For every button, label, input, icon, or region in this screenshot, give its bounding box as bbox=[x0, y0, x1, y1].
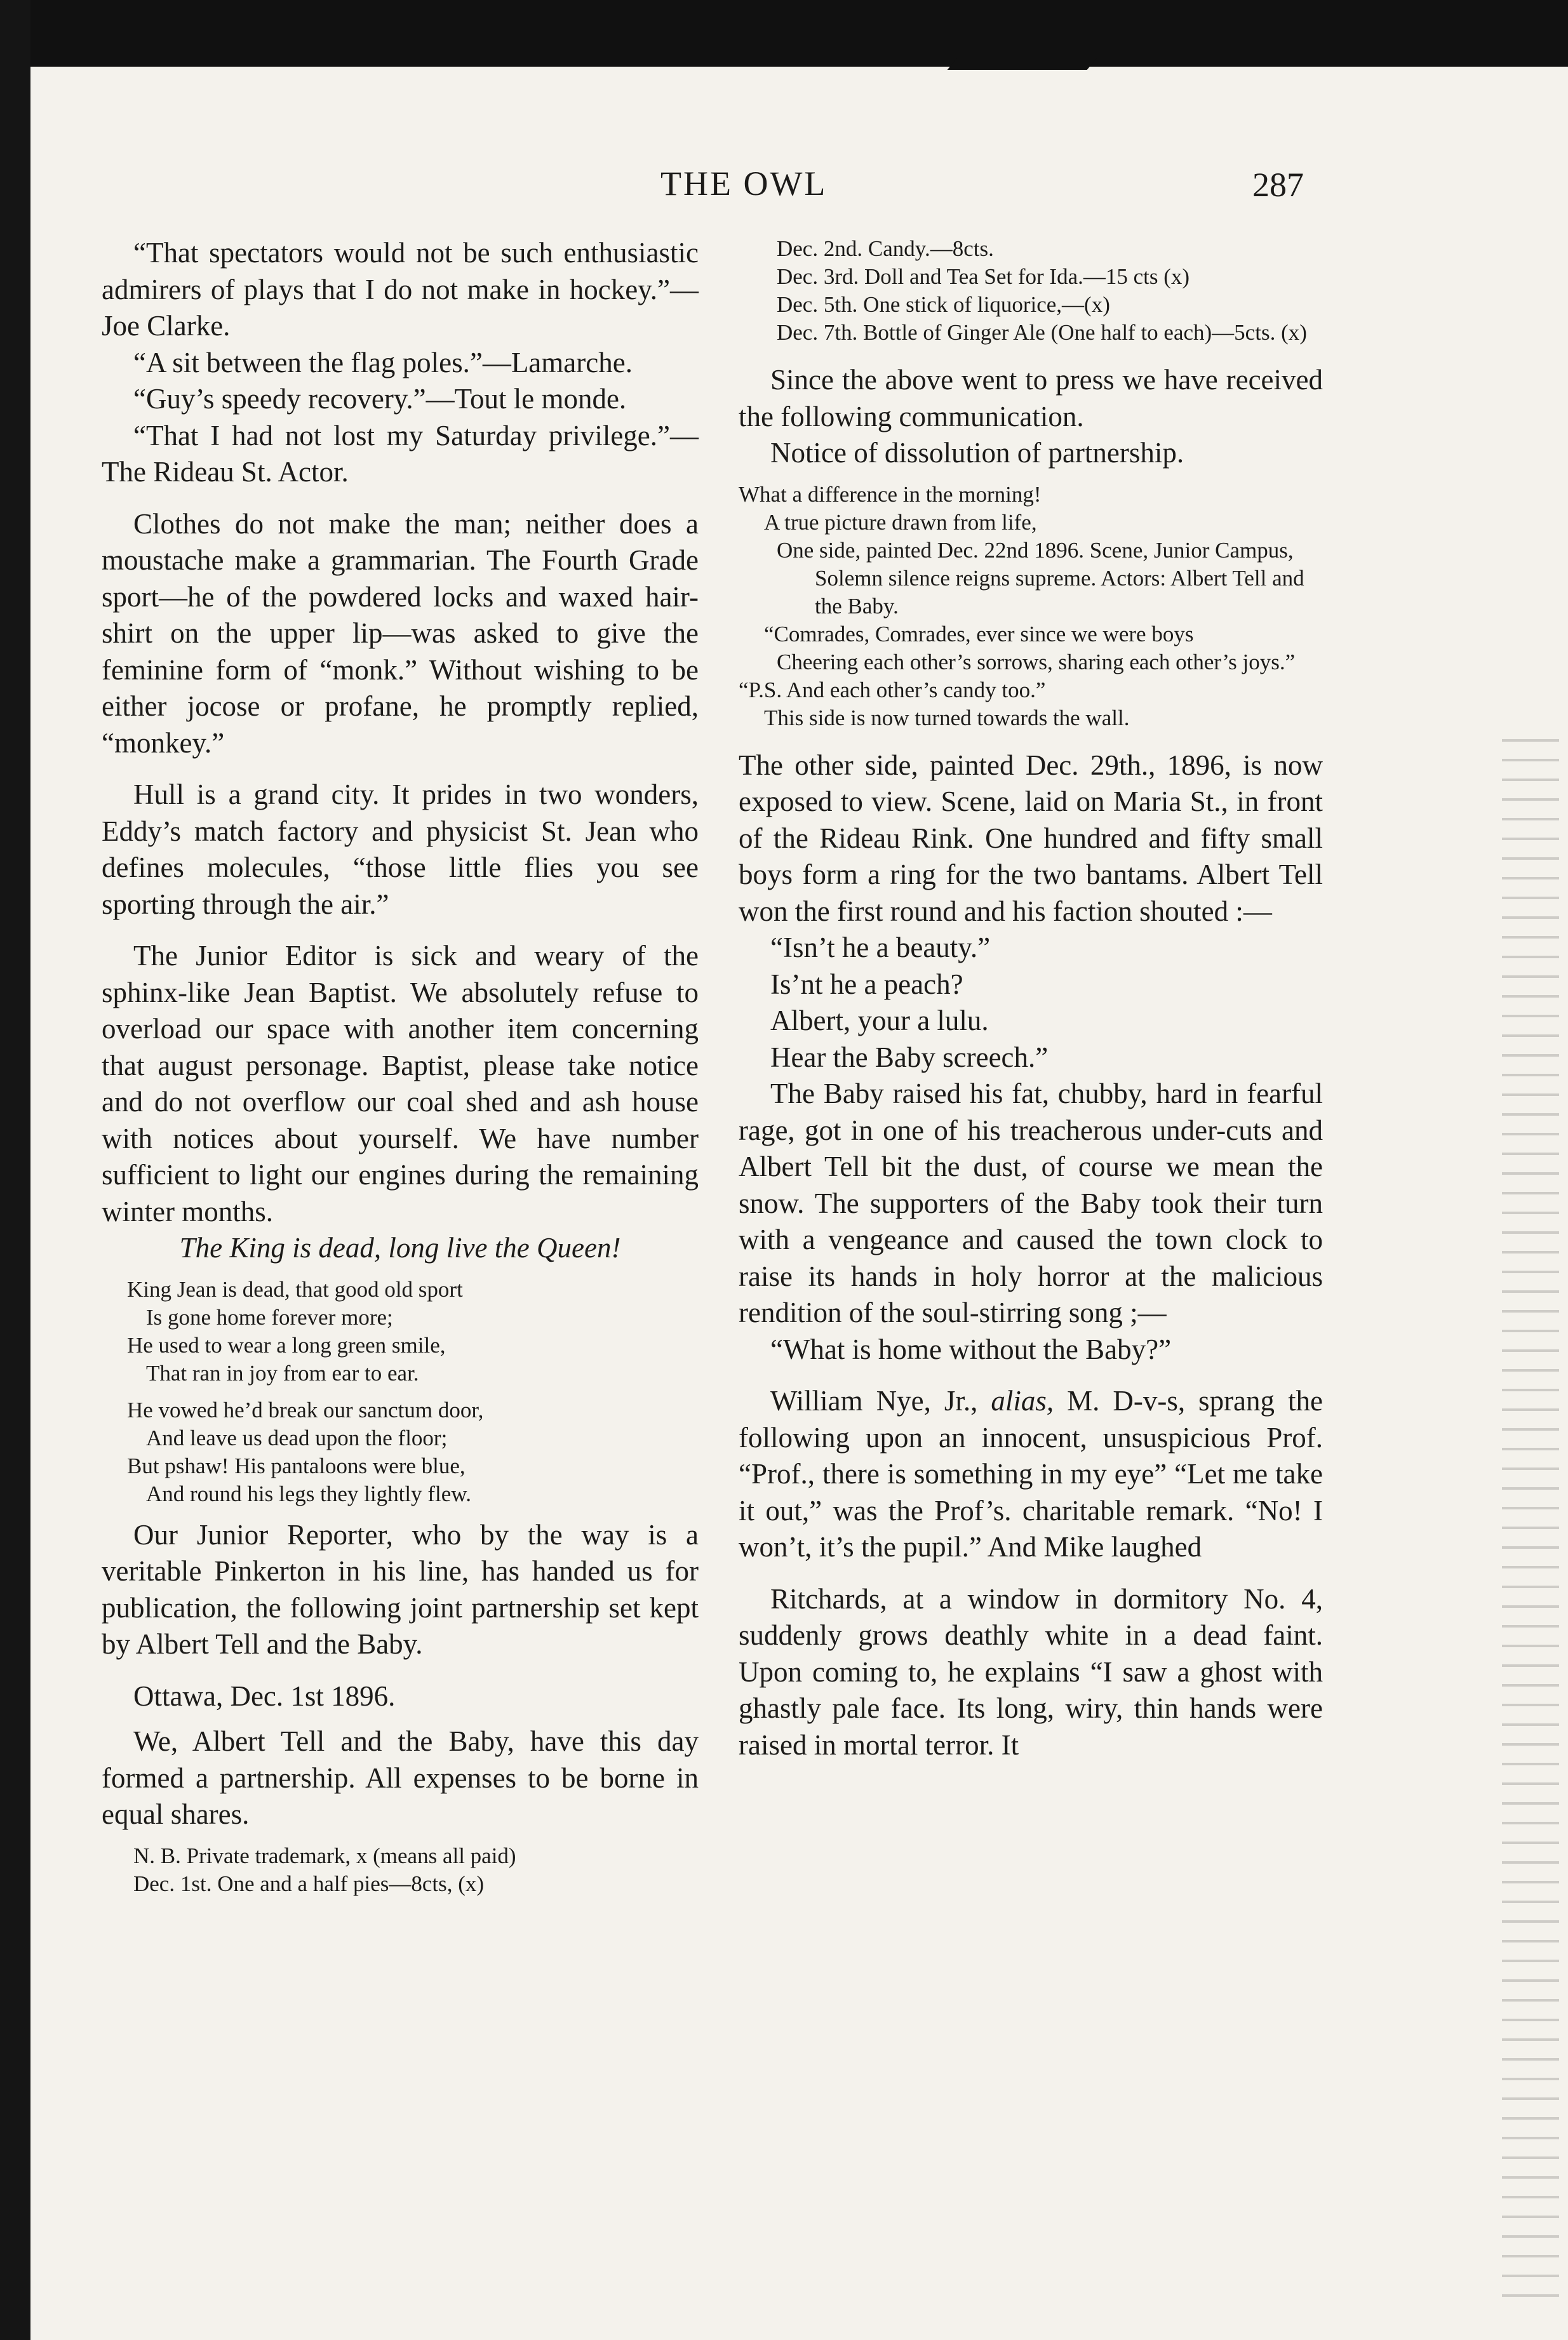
ritchards-paragraph: Ritchards, at a window in dormitory No. 4, suddenly grows deathly white in a dead faint. Upon coming to, he explains “I saw a ghost with ghastly pale face. Its long, wiry, thin hands were raised in mortal terror. It bbox=[739, 1582, 1323, 1761]
picture-description bbox=[739, 481, 1323, 732]
left-column bbox=[102, 235, 699, 1898]
ledger-entry: Dec. 3rd. Doll and Tea Set for Ida.—15 cts (x) bbox=[777, 264, 1190, 289]
scan-top-border bbox=[0, 0, 1568, 67]
baby-paragraph: The Baby raised his fat, chubby, hard in fearful rage, got in one of his treacherous under-cuts and Albert Tell bit the dust, of course we mean the snow. The supporters of the Baby took their turn with a vengeance and caused the town clock to raise its hands in holy horror at the malicious rendition of the soul-stirring song ;— bbox=[739, 1078, 1323, 1328]
nye-text: M. D-v-s, sprang the following upon an innocent, unsuspicious Prof. “Prof., there is something in my eye” “Let me take it out,” was the Prof’s. charitable remark. “No! I won’t, it’s the pupil.” And Mike laughed bbox=[739, 1385, 1323, 1563]
poem-line: And round his legs they lightly flew. bbox=[146, 1481, 471, 1506]
hull-paragraph: Hull is a grand city. It prides in two wonders, Eddy’s match factory and physicist St. Jean who defines molecules, “those little flies you see sporting through the air.” bbox=[102, 779, 699, 920]
chant-line: “Isn’t he a beauty.” bbox=[770, 932, 991, 963]
small-line: One side, painted Dec. 22nd 1896. Scene, Junior Campus, Solemn silence reigns supreme. Actors: Albert Tell and the Baby. bbox=[777, 537, 1304, 618]
other-side-paragraph: The other side, painted Dec. 29th., 1896, is now exposed to view. Scene, laid on Maria St., in front of the Rideau Rink. One hundred and fifty small boys form a ring for the two bantams. Albert Tell won the first round and his faction shouted :— bbox=[739, 749, 1323, 927]
poem-line: And leave us dead upon the floor; bbox=[146, 1425, 448, 1450]
dateline: Ottawa, Dec. 1st 1896. bbox=[133, 1680, 396, 1712]
ledger-entry: Dec. 7th. Bottle of Ginger Ale (One half to each)—5cts. (x) bbox=[777, 320, 1307, 345]
small-line: A true picture drawn from life, bbox=[764, 509, 1037, 535]
clothes-paragraph: Clothes do not make the man; neither does a moustache make a grammarian. The Fourth Grade sport—he of the powdered locks and waxed hair-shirt on the upper lip—was asked to give the feminine form of “monk.” Without wishing to be either jocose or profane, he promptly replied, “monkey.” bbox=[102, 507, 699, 759]
trademark-note: N. B. Private trademark, x (means all paid) bbox=[133, 1843, 516, 1868]
junior-editor-paragraph: The Junior Editor is sick and weary of the sphinx-like Jean Baptist. We absolutely refuse to overload our space with another item concerning that august personage. Baptist, please take notice and do not overflow our coal shed and ash house with notices about yourself. We have number sufficient to light our engines during the remaining winter months. bbox=[102, 940, 699, 1227]
page-header bbox=[0, 164, 1568, 215]
poem-line: Is gone home forever more; bbox=[146, 1304, 393, 1330]
nye-name: William Nye, Jr., bbox=[770, 1385, 978, 1417]
small-line: Cheering each other’s sorrows, sharing each other’s joys.” bbox=[777, 649, 1296, 674]
wish-paragraph: “That I had not lost my Saturday privilege.”—The Rideau St. Actor. bbox=[102, 419, 699, 488]
chant-line: Albert, your a lulu. bbox=[770, 1005, 989, 1036]
small-line: What a difference in the morning! bbox=[739, 481, 1042, 507]
reporter-paragraph: Our Junior Reporter, who by the way is a veritable Pinkerton in his line, has handed us for publication, the following joint partnership set kept by Albert Tell and the Baby. bbox=[102, 1518, 699, 1660]
small-line: “P.S. And each other’s candy too.” bbox=[739, 677, 1046, 702]
poem-line: That ran in joy from ear to ear. bbox=[146, 1360, 419, 1386]
small-line: This side is now turned towards the wall. bbox=[764, 705, 1130, 730]
scan-left-border bbox=[0, 0, 30, 2340]
poem-line: But pshaw! His pantaloons were blue, bbox=[127, 1453, 466, 1478]
page-number: 287 bbox=[1252, 166, 1304, 204]
poem bbox=[102, 1276, 699, 1508]
chant-line: Is’nt he a peach? bbox=[770, 968, 963, 1000]
ledger-entry: Dec. 2nd. Candy.—8cts. bbox=[777, 236, 994, 261]
small-line: “Comrades, Comrades, ever since we were boys bbox=[764, 621, 1194, 646]
poem-line: He used to wear a long green smile, bbox=[127, 1332, 446, 1358]
poem-line: King Jean is dead, that good old sport bbox=[127, 1276, 463, 1302]
nye-paragraph bbox=[739, 1383, 1323, 1566]
poem-line: He vowed he’d break our sanctum door, bbox=[127, 1397, 484, 1422]
wish-paragraph: “A sit between the flag poles.”—Lamarche. bbox=[133, 346, 633, 378]
dissolution-notice: Notice of dissolution of partnership. bbox=[770, 437, 1184, 469]
wish-paragraph: “Guy’s speedy recovery.”—Tout le monde. bbox=[133, 383, 627, 415]
since-paragraph: Since the above went to press we have received the following communication. bbox=[739, 364, 1323, 432]
ledger-entry: Dec. 1st. One and a half pies—8cts, (x) bbox=[133, 1871, 485, 1896]
nye-alias: alias, bbox=[991, 1385, 1054, 1417]
song-title: “What is home without the Baby?” bbox=[770, 1333, 1172, 1365]
wish-paragraph: “That spectators would not be such enthusiastic admirers of plays that I do not make in hockey.”—Joe Clarke. bbox=[102, 237, 699, 342]
running-title: THE OWL bbox=[660, 164, 828, 203]
poem-title: The King is dead, long live the Queen! bbox=[179, 1232, 621, 1264]
partnership-paragraph: We, Albert Tell and the Baby, have this day formed a partnership. All expenses to be borne in equal shares. bbox=[102, 1725, 699, 1830]
chant-line: Hear the Baby screech.” bbox=[770, 1041, 1049, 1073]
scan-edge-noise bbox=[1502, 730, 1559, 2305]
ledger-entry: Dec. 5th. One stick of liquorice,—(x) bbox=[777, 292, 1110, 317]
right-column bbox=[739, 235, 1323, 1763]
